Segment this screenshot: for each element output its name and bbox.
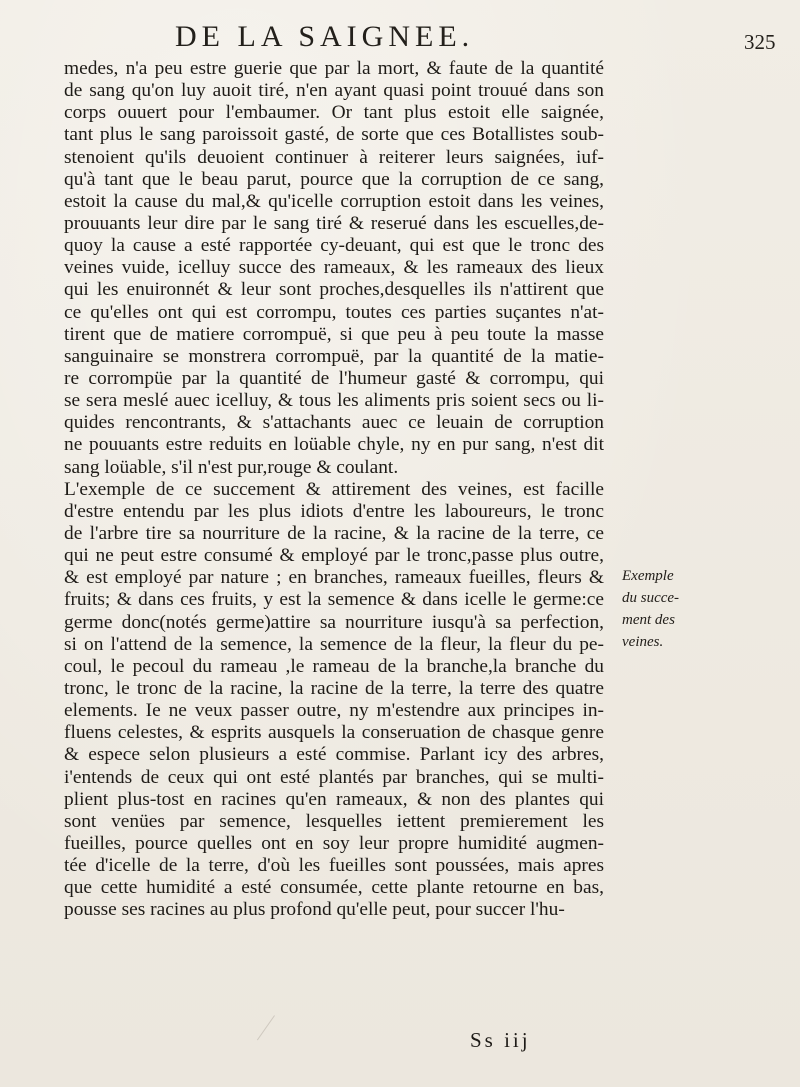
text-line: ne pouuants estre reduits en loüable chyle, ny en pur sang, n'est dit <box>64 434 604 456</box>
text-line: prouuants leur dire par le sang tiré & reserué dans les escuelles,de- <box>64 212 604 234</box>
text-line: se sera meslé auec icelluy, & tous les aliments pris soient secs ou li- <box>64 390 604 412</box>
page-header <box>0 18 800 58</box>
margin-note-line: veines. <box>622 634 664 650</box>
text-line: d'estre entendu par les plus idiots d'entre les laboureurs, le tronc <box>64 500 604 522</box>
margin-note <box>622 565 732 653</box>
text-line: re corrompüe par la quantité de l'humeur gasté & corrompu, qui <box>64 367 604 389</box>
margin-note-line: du succe- <box>622 590 680 606</box>
text-line: medes, n'a peu estre guerie que par la mort, & faute de la quantité <box>64 58 604 79</box>
running-head: DE LA SAIGNEE. <box>175 20 475 53</box>
text-line: plient plus-tost en racines qu'en rameaux, & non des plantes qui <box>64 788 604 810</box>
text-line: elements. Ie ne veux passer outre, ny m'estendre aux principes in- <box>64 700 604 722</box>
margin-note-line: Exemple <box>622 568 674 584</box>
text-line: tant plus le sang paroissoit gasté, de sorte que ces Botallistes soub- <box>64 124 604 146</box>
text-line: sanguinaire se monstrera corrompuë, par la quantité de la matie- <box>64 345 604 367</box>
text-line: fluens celestes, & esprits ausquels la conseruation de chasque genre <box>64 722 604 744</box>
body-text <box>64 58 604 921</box>
text-line: qui ne peut estre consumé & employé par le tronc,passe plus outre, <box>64 545 604 567</box>
text-line: germe donc(notés germe)attire sa nourriture iusqu'à sa perfection, <box>64 611 604 633</box>
text-line: qu'à tant que le beau parut, pource que la corruption de ce sang, <box>64 168 604 190</box>
text-line: & espece selon plusieurs a esté commise. Parlant icy des arbres, <box>64 744 604 766</box>
text-line: coul, le pecoul du rameau ,le rameau de la branche,la branche du <box>64 655 604 677</box>
text-line: estoit la cause du mal,& qu'icelle corruption estoit dans les veines, <box>64 190 604 212</box>
text-line: de l'arbre tire sa nourriture de la racine, & la racine de la terre, ce <box>64 522 604 544</box>
text-line: tée d'icelle de la terre, d'où les fueilles sont poussées, mais apres <box>64 855 604 877</box>
margin-note-line: ment des <box>622 612 675 628</box>
text-line: stenoient qu'ils deuoient continuer à reiterer leurs saignées, iuf- <box>64 146 604 168</box>
text-line: fruits; & dans ces fruits, y est la semence & dans icelle le germe:ce <box>64 589 604 611</box>
text-line: fueilles, pource quelles ont en soy leur propre humidité augmen- <box>64 832 604 854</box>
text-line: si on l'attend de la semence, la semence de la fleur, la fleur du pe- <box>64 633 604 655</box>
signature-mark: Ss iij <box>470 1028 531 1052</box>
text-line: quoy la cause a esté rapportée cy-deuant, qui est que le tronc des <box>64 235 604 257</box>
text-line: i'entends de ceux qui ont esté plantés par branches, qui se multi- <box>64 766 604 788</box>
paper-crease <box>257 1015 324 1075</box>
text-line: & est employé par nature ; en branches, rameaux fueilles, fleurs & <box>64 567 604 589</box>
text-line: quides rencontrants, & s'attachants auec ce leuain de corruption <box>64 412 604 434</box>
text-line: qui les enuironnét & leur sont proches,desquelles ils n'attirent que <box>64 279 604 301</box>
text-line: tronc, le tronc de la racine, la racine de la terre, la terre des quatre <box>64 677 604 699</box>
text-line: tirent que de matiere corrompuë, si que peu à peu toute la masse <box>64 323 604 345</box>
text-line: corps ouuert pour l'embaumer. Or tant plus estoit elle saignée, <box>64 102 604 124</box>
text-line: sont venües par semence, lesquelles iettent premierement les <box>64 810 604 832</box>
text-line: de sang qu'on luy auoit tiré, n'en ayant quasi point trouué dans son <box>64 80 604 102</box>
page-number: 325 <box>744 30 776 54</box>
text-line: sang loüable, s'il n'est pur,rouge & coulant. <box>64 456 399 478</box>
text-line: L'exemple de ce succement & attirement des veines, est facille <box>64 478 604 500</box>
text-line: ce qu'elles ont qui est corrompu, toutes ces parties suçantes n'at- <box>64 301 604 323</box>
text-line: veines vuide, icelluy succe des rameaux, & les rameaux des lieux <box>64 257 604 279</box>
text-line: que cette humidité a esté consumée, cette plante retourne en bas, <box>64 877 604 899</box>
text-line: pousse ses racines au plus profond qu'elle peut, pour succer l'hu- <box>64 899 565 921</box>
